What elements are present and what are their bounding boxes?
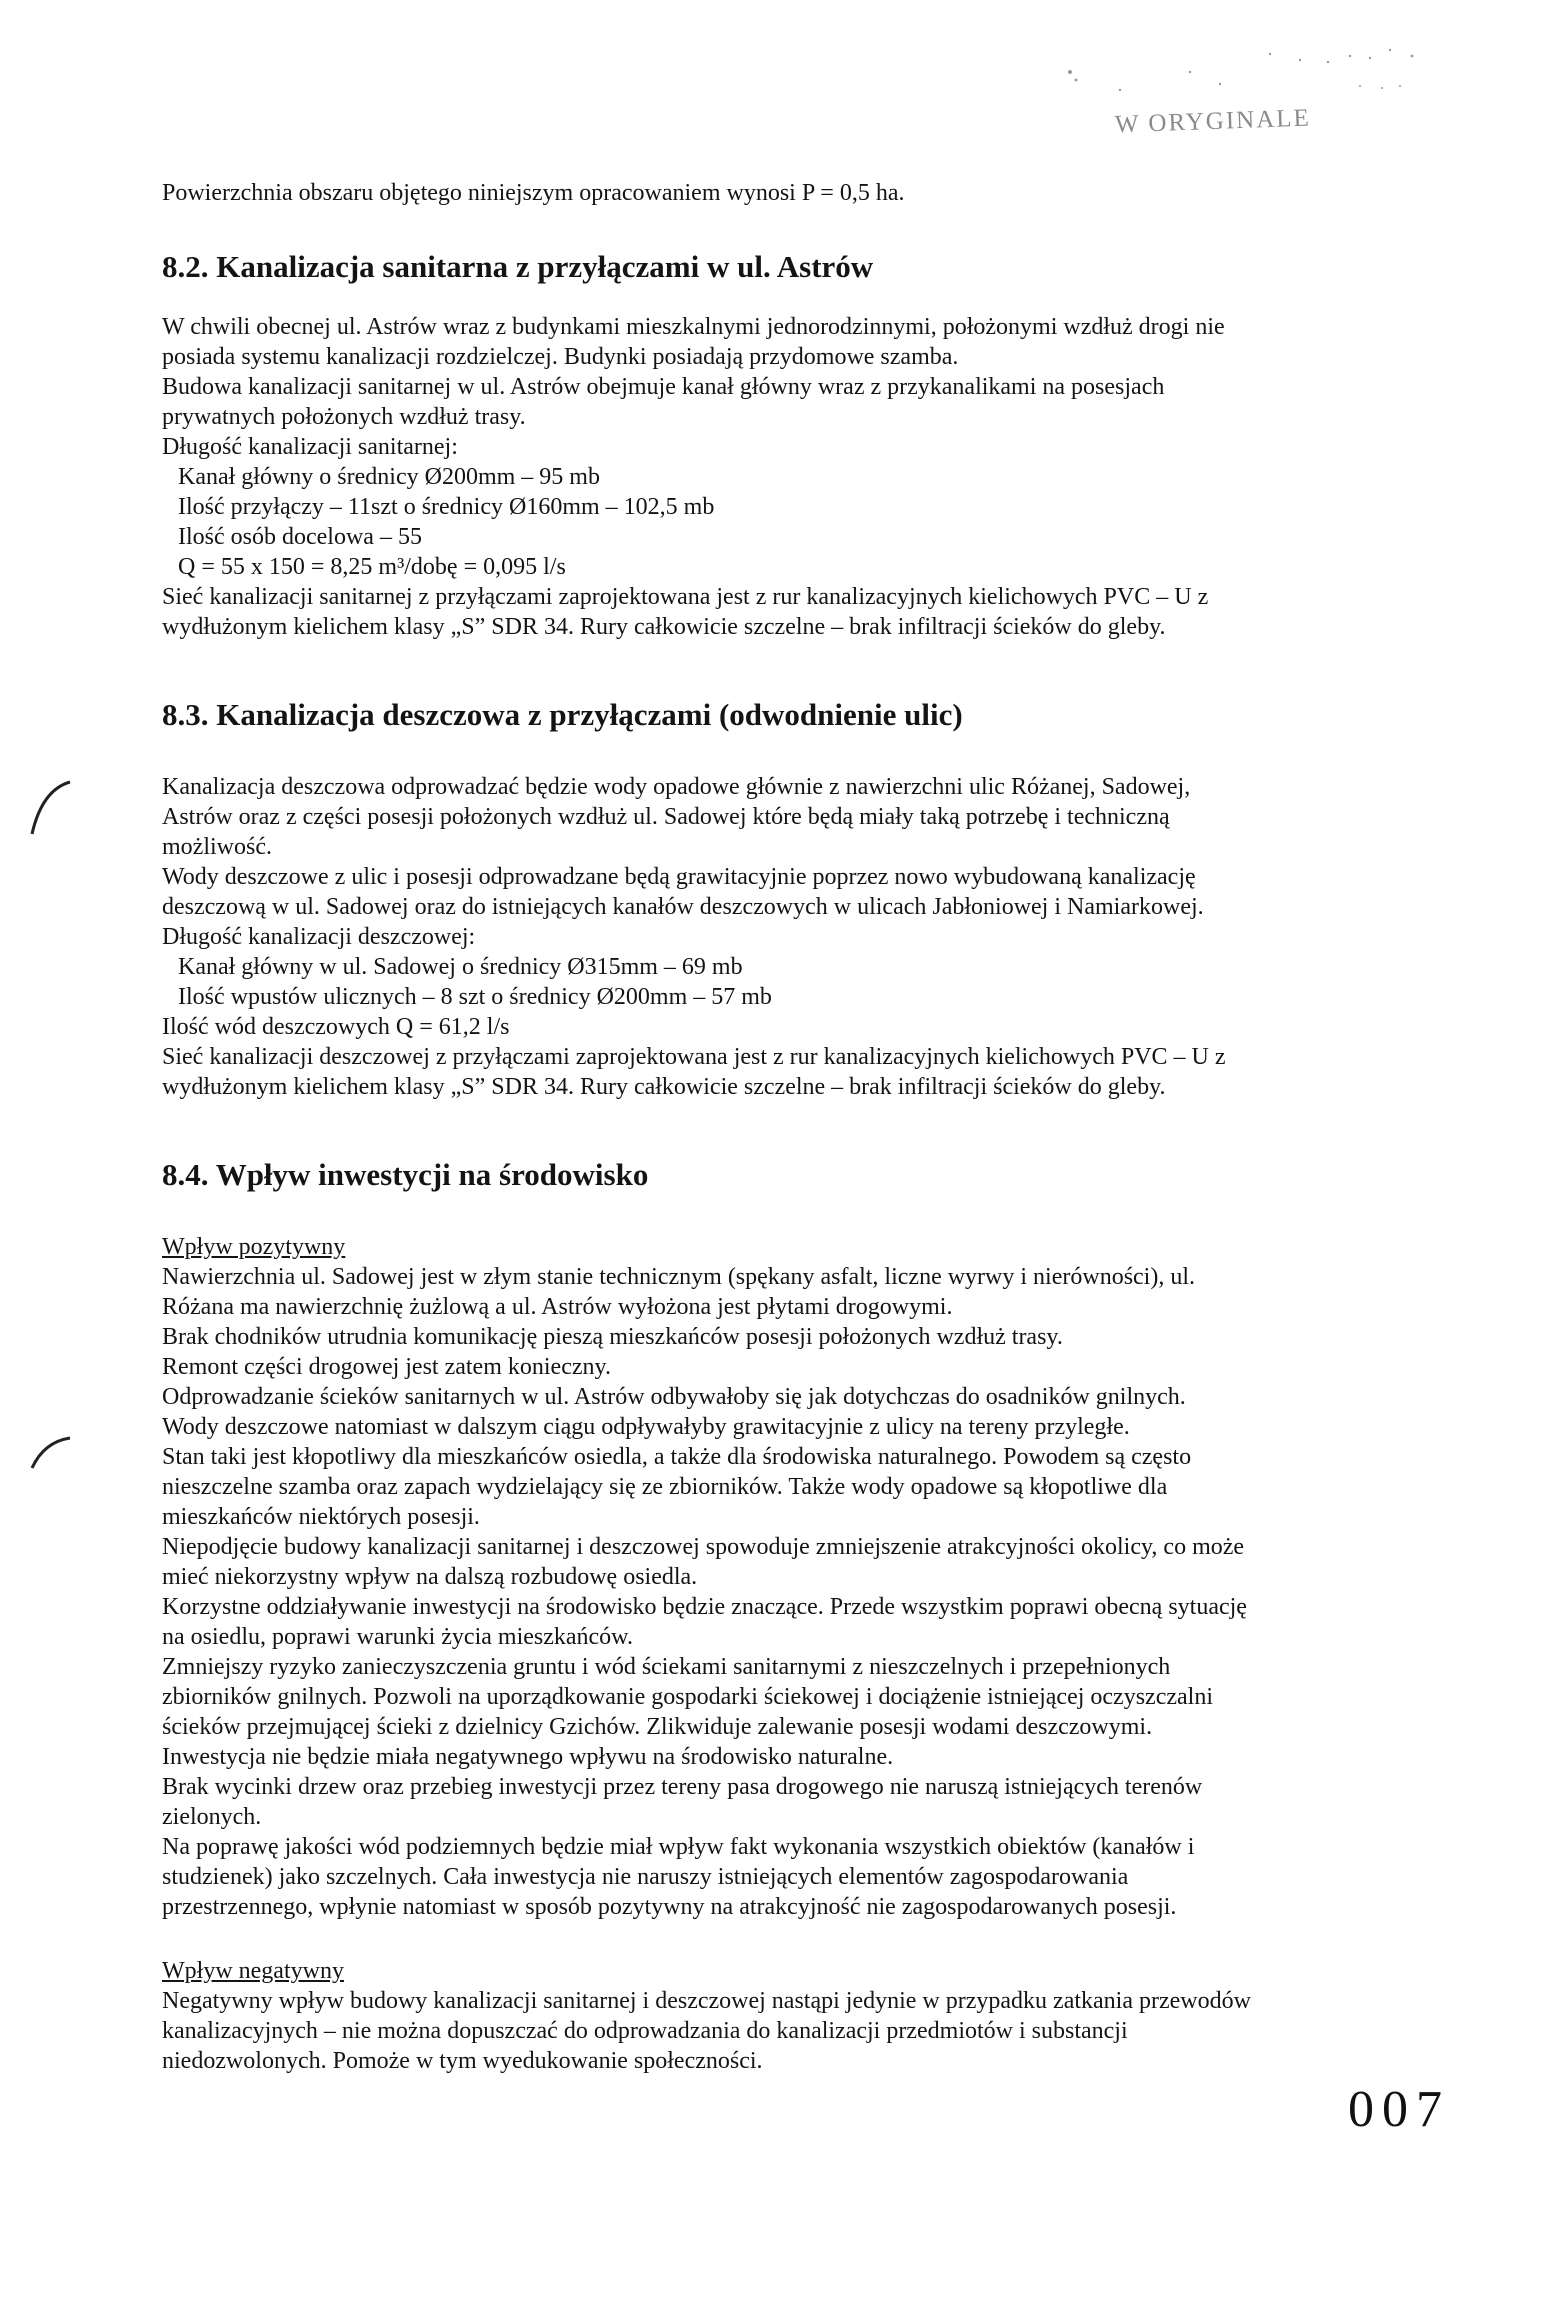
paragraph-line: kanalizacyjnych – nie można dopuszczać do odprowadzania do kanalizacji przedmiotów i substancji <box>162 2018 1128 2044</box>
paragraph-line: Ilość osób docelowa – 55 <box>178 524 422 550</box>
paragraph-line: wydłużonym kielichem klasy „S” SDR 34. Rury całkowicie szczelne – brak infiltracji ścieków do gleby. <box>162 1074 1166 1100</box>
paragraph-line: Korzystne oddziaływanie inwestycji na środowisko będzie znaczące. Przede wszystkim poprawi obecną sytuację <box>162 1594 1247 1620</box>
paragraph-line: Nawierzchnia ul. Sadowej jest w złym stanie technicznym (spękany asfalt, liczne wyrwy i nierówności), ul. <box>162 1264 1196 1290</box>
paragraph-line: wydłużonym kielichem klasy „S” SDR 34. Rury całkowicie szczelne – brak infiltracji ścieków do gleby. <box>162 614 1166 640</box>
paragraph-line: Ilość przyłączy – 11szt o średnicy Ø160mm – 102,5 mb <box>178 494 715 520</box>
stamp-speckle-marks <box>1060 40 1420 100</box>
original-stamp: W ORYGINALE <box>1114 104 1312 139</box>
paragraph-line: niedozwolonych. Pomoże w tym wyedukowanie społeczności. <box>162 2048 763 2074</box>
paragraph-line: Wody deszczowe z ulic i posesji odprowadzane będą grawitacyjnie poprzez nowo wybudowaną kanalizację <box>162 864 1196 890</box>
paragraph-line: Długość kanalizacji sanitarnej: <box>162 434 458 460</box>
paragraph-line: Ilość wód deszczowych Q = 61,2 l/s <box>162 1014 510 1040</box>
paragraph-line: Ilość wpustów ulicznych – 8 szt o średnicy Ø200mm – 57 mb <box>178 984 772 1010</box>
paragraph-line: Budowa kanalizacji sanitarnej w ul. Astrów obejmuje kanał główny wraz z przykanalikami na posesjach <box>162 374 1165 400</box>
paragraph-line: Zmniejszy ryzyko zanieczyszczenia gruntu i wód ściekami sanitarnymi z nieszczelnych i przepełnionych <box>162 1654 1171 1680</box>
paragraph-line: Sieć kanalizacji sanitarnej z przyłączami zaprojektowana jest z rur kanalizacyjnych kielichowych PVC – U z <box>162 584 1209 610</box>
positive-impact-label: Wpływ pozytywny <box>162 1234 346 1260</box>
paragraph-line: Różana ma nawierzchnię żużlową a ul. Astrów wyłożona jest płytami drogowymi. <box>162 1294 953 1320</box>
section-8-4-heading: 8.4. Wpływ inwestycji na środowisko <box>162 1157 649 1192</box>
paragraph-line: Remont części drogowej jest zatem konieczny. <box>162 1354 611 1380</box>
paragraph-line: zielonych. <box>162 1804 262 1830</box>
paragraph-line: Odprowadzanie ścieków sanitarnych w ul. Astrów odbywałoby się jak dotychczas do osadników gnilnych. <box>162 1384 1186 1410</box>
paragraph-line: ścieków przejmującej ścieki z dzielnicy Gzichów. Zlikwiduje zalewanie posesji wodami deszczowymi. <box>162 1714 1153 1740</box>
paragraph-line: Kanalizacja deszczowa odprowadzać będzie wody opadowe głównie z nawierzchni ulic Różanej, Sadowej, <box>162 774 1191 800</box>
paragraph-line: Stan taki jest kłopotliwy dla mieszkańców osiedla, a także dla środowiska naturalnego. Powodem są często <box>162 1444 1192 1470</box>
paragraph-line: studzienek) jako szczelnych. Cała inwestycja nie naruszy istniejących elementów zagospodarowania <box>162 1864 1129 1890</box>
margin-bracket-mark <box>28 778 72 838</box>
page-number: 007 <box>1348 2081 1450 2138</box>
paragraph-line: Astrów oraz z części posesji położonych wzdłuż ul. Sadowej które będą miały taką potrzebę i techniczną <box>162 804 1170 830</box>
paragraph-line: Na poprawę jakości wód podziemnych będzie miał wpływ fakt wykonania wszystkich obiektów (kanałów i <box>162 1834 1195 1860</box>
area-statement: Powierzchnia obszaru objętego niniejszym opracowaniem wynosi P = 0,5 ha. <box>162 180 905 206</box>
paragraph-line: Q = 55 x 150 = 8,25 m³/dobę = 0,095 l/s <box>178 554 566 580</box>
paragraph-line: Sieć kanalizacji deszczowej z przyłączami zaprojektowana jest z rur kanalizacyjnych kielichowych PVC – U z <box>162 1044 1226 1070</box>
paragraph-line: posiada systemu kanalizacji rozdzielczej. Budynki posiadają przydomowe szamba. <box>162 344 959 370</box>
section-8-3-heading: 8.3. Kanalizacja deszczowa z przyłączami (odwodnienie ulic) <box>162 697 963 732</box>
paragraph-line: mieć niekorzystny wpływ na dalszą rozbudowę osiedla. <box>162 1564 698 1590</box>
paragraph-line: Brak wycinki drzew oraz przebieg inwestycji przez tereny pasa drogowego nie naruszą istniejących terenów <box>162 1774 1203 1800</box>
paragraph-line: Kanał główny o średnicy Ø200mm – 95 mb <box>178 464 600 490</box>
paragraph-line: Niepodjęcie budowy kanalizacji sanitarnej i deszczowej spowoduje zmniejszenie atrakcyjności okolicy, co może <box>162 1534 1245 1560</box>
paragraph-line: mieszkańców niektórych posesji. <box>162 1504 480 1530</box>
paragraph-line: W chwili obecnej ul. Astrów wraz z budynkami mieszkalnymi jednorodzinnymi, położonymi wzdłuż drogi nie <box>162 314 1225 340</box>
paragraph-line: na osiedlu, poprawi warunki życia mieszkańców. <box>162 1624 633 1650</box>
paragraph-line: prywatnych położonych wzdłuż trasy. <box>162 404 526 430</box>
paragraph-line: przestrzennego, wpłynie natomiast w sposób pozytywny na atrakcyjność nie zagospodarowanych posesji. <box>162 1894 1177 1920</box>
paragraph-line: Negatywny wpływ budowy kanalizacji sanitarnej i deszczowej nastąpi jedynie w przypadku zatkania przewodów <box>162 1988 1251 2014</box>
paragraph-line: zbiorników gnilnych. Pozwoli na uporządkowanie gospodarki ściekowej i dociążenie istniejącej oczyszczalni <box>162 1684 1213 1710</box>
paragraph-line: nieszczelne szamba oraz zapach wydzielający się ze zbiorników. Także wody opadowe są kłopotliwe dla <box>162 1474 1168 1500</box>
paragraph-line: Kanał główny w ul. Sadowej o średnicy Ø315mm – 69 mb <box>178 954 743 980</box>
paragraph-line: deszczową w ul. Sadowej oraz do istniejących kanałów deszczowych w ulicach Jabłoniowej i Namiarkowej. <box>162 894 1204 920</box>
section-8-2-heading: 8.2. Kanalizacja sanitarna z przyłączami w ul. Astrów <box>162 249 874 284</box>
paragraph-line: możliwość. <box>162 834 272 860</box>
paragraph-line: Inwestycja nie będzie miała negatywnego wpływu na środowisko naturalne. <box>162 1744 894 1770</box>
negative-impact-label: Wpływ negatywny <box>162 1958 344 1984</box>
paragraph-line: Brak chodników utrudnia komunikację pieszą mieszkańców posesji położonych wzdłuż trasy. <box>162 1324 1063 1350</box>
paragraph-line: Wody deszczowe natomiast w dalszym ciągu odpływałyby grawitacyjnie z ulicy na tereny przyległe. <box>162 1414 1130 1440</box>
margin-bracket-mark <box>28 1432 72 1472</box>
paragraph-line: Długość kanalizacji deszczowej: <box>162 924 476 950</box>
